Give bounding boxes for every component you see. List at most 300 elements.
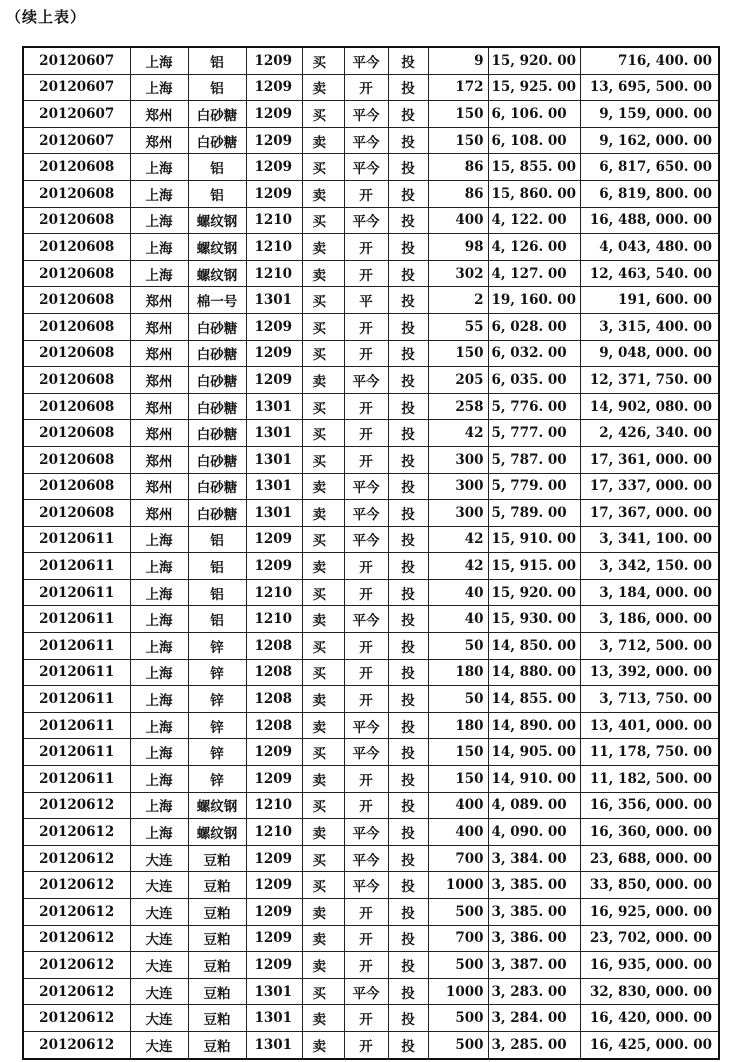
cell-price: 6, 106. 00 — [488, 101, 580, 128]
table-row — [23, 819, 719, 846]
cell-amount: 11, 178, 750. 00 — [580, 739, 719, 766]
cell-amount: 4, 043, 480. 00 — [580, 234, 719, 261]
table-row — [23, 952, 719, 979]
cell-product: 豆粕 — [188, 952, 246, 979]
cell-contract: 1301 — [246, 287, 302, 314]
cell-amount: 17, 337, 000. 00 — [580, 473, 719, 500]
cell-contract: 1301 — [246, 473, 302, 500]
cell-date: 20120611 — [23, 633, 130, 660]
cell-contract: 1209 — [246, 766, 302, 793]
cell-speculation: 投 — [388, 766, 428, 793]
cell-contract: 1209 — [246, 526, 302, 553]
cell-exchange: 上海 — [130, 712, 188, 739]
cell-contract: 1209 — [246, 845, 302, 872]
cell-price: 14, 850. 00 — [488, 633, 580, 660]
cell-speculation: 投 — [388, 845, 428, 872]
cell-exchange: 郑州 — [130, 313, 188, 340]
cell-open-close: 开 — [344, 180, 388, 207]
cell-direction: 买 — [302, 446, 344, 473]
cell-amount: 12, 463, 540. 00 — [580, 260, 719, 287]
cell-direction: 买 — [302, 207, 344, 234]
cell-product: 铝 — [188, 74, 246, 101]
cell-amount: 32, 830, 000. 00 — [580, 978, 719, 1005]
table-row — [23, 739, 719, 766]
cell-date: 20120612 — [23, 845, 130, 872]
cell-open-close: 开 — [344, 659, 388, 686]
cell-price: 15, 930. 00 — [488, 606, 580, 633]
cell-open-close: 平今 — [344, 127, 388, 154]
cell-quantity: 86 — [428, 180, 488, 207]
table-row — [23, 101, 719, 128]
cell-quantity: 86 — [428, 154, 488, 181]
cell-contract: 1210 — [246, 792, 302, 819]
cell-open-close: 平今 — [344, 872, 388, 899]
cell-product: 螺纹钢 — [188, 260, 246, 287]
cell-date: 20120607 — [23, 127, 130, 154]
cell-amount: 16, 925, 000. 00 — [580, 899, 719, 926]
cell-quantity: 302 — [428, 260, 488, 287]
cell-direction: 买 — [302, 792, 344, 819]
cell-price: 6, 035. 00 — [488, 367, 580, 394]
cell-direction: 卖 — [302, 234, 344, 261]
cell-exchange: 大连 — [130, 1005, 188, 1032]
cell-speculation: 投 — [388, 287, 428, 314]
cell-contract: 1209 — [246, 925, 302, 952]
cell-price: 14, 880. 00 — [488, 659, 580, 686]
cell-date: 20120611 — [23, 686, 130, 713]
cell-amount: 16, 420, 000. 00 — [580, 1005, 719, 1032]
cell-direction: 买 — [302, 633, 344, 660]
cell-contract: 1209 — [246, 739, 302, 766]
cell-direction: 买 — [302, 739, 344, 766]
cell-contract: 1301 — [246, 446, 302, 473]
cell-exchange: 郑州 — [130, 500, 188, 527]
cell-amount: 11, 182, 500. 00 — [580, 766, 719, 793]
cell-product: 豆粕 — [188, 1005, 246, 1032]
cell-exchange: 上海 — [130, 260, 188, 287]
cell-date: 20120608 — [23, 260, 130, 287]
cell-exchange: 大连 — [130, 899, 188, 926]
cell-product: 锌 — [188, 712, 246, 739]
cell-speculation: 投 — [388, 340, 428, 367]
cell-direction: 买 — [302, 340, 344, 367]
cell-contract: 1301 — [246, 420, 302, 447]
cell-amount: 3, 342, 150. 00 — [580, 553, 719, 580]
table-row — [23, 792, 719, 819]
cell-exchange: 上海 — [130, 74, 188, 101]
cell-contract: 1209 — [246, 367, 302, 394]
cell-speculation: 投 — [388, 739, 428, 766]
cell-product: 豆粕 — [188, 872, 246, 899]
table-row — [23, 1005, 719, 1032]
cell-exchange: 大连 — [130, 978, 188, 1005]
cell-open-close: 开 — [344, 420, 388, 447]
cell-direction: 买 — [302, 659, 344, 686]
cell-date: 20120612 — [23, 952, 130, 979]
cell-quantity: 500 — [428, 1005, 488, 1032]
cell-exchange: 郑州 — [130, 473, 188, 500]
cell-quantity: 50 — [428, 633, 488, 660]
cell-open-close: 平今 — [344, 367, 388, 394]
cell-date: 20120607 — [23, 47, 130, 74]
table-row — [23, 845, 719, 872]
cell-open-close: 平今 — [344, 154, 388, 181]
cell-direction: 买 — [302, 872, 344, 899]
cell-contract: 1210 — [246, 606, 302, 633]
cell-speculation: 投 — [388, 500, 428, 527]
cell-price: 3, 385. 00 — [488, 872, 580, 899]
cell-amount: 3, 341, 100. 00 — [580, 526, 719, 553]
cell-price: 15, 925. 00 — [488, 74, 580, 101]
table-row — [23, 659, 719, 686]
cell-quantity: 50 — [428, 686, 488, 713]
cell-speculation: 投 — [388, 420, 428, 447]
cell-product: 豆粕 — [188, 1031, 246, 1058]
cell-quantity: 500 — [428, 899, 488, 926]
cell-product: 豆粕 — [188, 899, 246, 926]
cell-date: 20120611 — [23, 712, 130, 739]
cell-speculation: 投 — [388, 180, 428, 207]
cell-price: 4, 127. 00 — [488, 260, 580, 287]
cell-amount: 6, 817, 650. 00 — [580, 154, 719, 181]
cell-amount: 9, 159, 000. 00 — [580, 101, 719, 128]
table-row — [23, 207, 719, 234]
cell-direction: 卖 — [302, 1005, 344, 1032]
cell-amount: 716, 400. 00 — [580, 47, 719, 74]
cell-price: 3, 385. 00 — [488, 899, 580, 926]
cell-quantity: 400 — [428, 207, 488, 234]
cell-amount: 23, 688, 000. 00 — [580, 845, 719, 872]
cell-date: 20120608 — [23, 393, 130, 420]
cell-date: 20120608 — [23, 367, 130, 394]
table-row — [23, 180, 719, 207]
cell-direction: 卖 — [302, 180, 344, 207]
cell-quantity: 205 — [428, 367, 488, 394]
cell-product: 白砂糖 — [188, 127, 246, 154]
cell-date: 20120611 — [23, 659, 130, 686]
cell-product: 白砂糖 — [188, 473, 246, 500]
cell-product: 铝 — [188, 553, 246, 580]
cell-open-close: 开 — [344, 686, 388, 713]
cell-speculation: 投 — [388, 925, 428, 952]
cell-exchange: 郑州 — [130, 101, 188, 128]
cell-exchange: 大连 — [130, 1031, 188, 1058]
table-row — [23, 127, 719, 154]
cell-speculation: 投 — [388, 712, 428, 739]
cell-date: 20120607 — [23, 101, 130, 128]
cell-date: 20120611 — [23, 579, 130, 606]
table-row — [23, 978, 719, 1005]
cell-amount: 6, 819, 800. 00 — [580, 180, 719, 207]
cell-product: 铝 — [188, 154, 246, 181]
cell-exchange: 上海 — [130, 154, 188, 181]
cell-price: 6, 028. 00 — [488, 313, 580, 340]
cell-price: 4, 126. 00 — [488, 234, 580, 261]
cell-direction: 买 — [302, 47, 344, 74]
cell-date: 20120608 — [23, 287, 130, 314]
cell-quantity: 500 — [428, 952, 488, 979]
cell-contract: 1208 — [246, 712, 302, 739]
cell-price: 4, 089. 00 — [488, 792, 580, 819]
cell-date: 20120608 — [23, 500, 130, 527]
table-row — [23, 313, 719, 340]
cell-open-close: 平今 — [344, 207, 388, 234]
table-row — [23, 420, 719, 447]
cell-exchange: 上海 — [130, 686, 188, 713]
cell-price: 14, 855. 00 — [488, 686, 580, 713]
cell-speculation: 投 — [388, 234, 428, 261]
cell-quantity: 42 — [428, 553, 488, 580]
cell-direction: 卖 — [302, 553, 344, 580]
cell-amount: 17, 361, 000. 00 — [580, 446, 719, 473]
cell-product: 铝 — [188, 606, 246, 633]
cell-exchange: 大连 — [130, 925, 188, 952]
cell-date: 20120608 — [23, 313, 130, 340]
cell-price: 19, 160. 00 — [488, 287, 580, 314]
cell-speculation: 投 — [388, 260, 428, 287]
cell-contract: 1209 — [246, 47, 302, 74]
cell-date: 20120612 — [23, 899, 130, 926]
cell-direction: 卖 — [302, 127, 344, 154]
cell-product: 锌 — [188, 659, 246, 686]
table-row — [23, 526, 719, 553]
cell-product: 白砂糖 — [188, 367, 246, 394]
cell-contract: 1208 — [246, 686, 302, 713]
cell-contract: 1209 — [246, 899, 302, 926]
cell-quantity: 150 — [428, 127, 488, 154]
cell-contract: 1209 — [246, 313, 302, 340]
cell-amount: 3, 712, 500. 00 — [580, 633, 719, 660]
table-row — [23, 367, 719, 394]
cell-exchange: 郑州 — [130, 420, 188, 447]
cell-speculation: 投 — [388, 101, 428, 128]
cell-speculation: 投 — [388, 579, 428, 606]
cell-quantity: 400 — [428, 792, 488, 819]
cell-price: 5, 777. 00 — [488, 420, 580, 447]
table-row — [23, 579, 719, 606]
cell-date: 20120612 — [23, 1005, 130, 1032]
cell-direction: 卖 — [302, 819, 344, 846]
cell-open-close: 平今 — [344, 47, 388, 74]
cell-speculation: 投 — [388, 393, 428, 420]
cell-amount: 3, 186, 000. 00 — [580, 606, 719, 633]
cell-quantity: 42 — [428, 420, 488, 447]
cell-product: 锌 — [188, 686, 246, 713]
cell-open-close: 平今 — [344, 101, 388, 128]
cell-exchange: 上海 — [130, 579, 188, 606]
cell-speculation: 投 — [388, 606, 428, 633]
table-row — [23, 74, 719, 101]
cell-speculation: 投 — [388, 872, 428, 899]
cell-open-close: 开 — [344, 1031, 388, 1058]
cell-open-close: 开 — [344, 340, 388, 367]
cell-product: 白砂糖 — [188, 313, 246, 340]
cell-open-close: 开 — [344, 633, 388, 660]
cell-contract: 1209 — [246, 101, 302, 128]
cell-price: 5, 789. 00 — [488, 500, 580, 527]
cell-open-close: 平 — [344, 287, 388, 314]
table-row — [23, 606, 719, 633]
cell-contract: 1209 — [246, 180, 302, 207]
cell-quantity: 1000 — [428, 872, 488, 899]
cell-amount: 17, 367, 000. 00 — [580, 500, 719, 527]
cell-price: 5, 787. 00 — [488, 446, 580, 473]
cell-contract: 1208 — [246, 659, 302, 686]
cell-price: 15, 920. 00 — [488, 579, 580, 606]
cell-price: 15, 915. 00 — [488, 553, 580, 580]
table-row — [23, 925, 719, 952]
cell-product: 豆粕 — [188, 845, 246, 872]
cell-quantity: 150 — [428, 766, 488, 793]
cell-contract: 1209 — [246, 127, 302, 154]
cell-speculation: 投 — [388, 313, 428, 340]
cell-quantity: 172 — [428, 74, 488, 101]
cell-open-close: 开 — [344, 766, 388, 793]
cell-open-close: 平今 — [344, 473, 388, 500]
cell-date: 20120612 — [23, 872, 130, 899]
table-caption: （续上表） — [6, 8, 87, 26]
cell-open-close: 平今 — [344, 526, 388, 553]
cell-direction: 卖 — [302, 473, 344, 500]
cell-date: 20120612 — [23, 925, 130, 952]
cell-date: 20120612 — [23, 978, 130, 1005]
cell-exchange: 上海 — [130, 606, 188, 633]
cell-amount: 13, 401, 000. 00 — [580, 712, 719, 739]
cell-open-close: 平今 — [344, 712, 388, 739]
cell-contract: 1210 — [246, 260, 302, 287]
cell-quantity: 40 — [428, 579, 488, 606]
cell-quantity: 42 — [428, 526, 488, 553]
table-row — [23, 686, 719, 713]
cell-direction: 卖 — [302, 260, 344, 287]
cell-product: 豆粕 — [188, 978, 246, 1005]
cell-exchange: 大连 — [130, 952, 188, 979]
cell-date: 20120612 — [23, 792, 130, 819]
cell-date: 20120608 — [23, 154, 130, 181]
cell-exchange: 大连 — [130, 872, 188, 899]
cell-open-close: 平今 — [344, 500, 388, 527]
table-row — [23, 340, 719, 367]
cell-exchange: 上海 — [130, 766, 188, 793]
cell-direction: 买 — [302, 287, 344, 314]
cell-direction: 卖 — [302, 686, 344, 713]
table-row — [23, 287, 719, 314]
cell-open-close: 开 — [344, 925, 388, 952]
cell-date: 20120611 — [23, 553, 130, 580]
cell-open-close: 开 — [344, 553, 388, 580]
cell-speculation: 投 — [388, 686, 428, 713]
cell-contract: 1209 — [246, 340, 302, 367]
cell-price: 15, 910. 00 — [488, 526, 580, 553]
cell-amount: 16, 425, 000. 00 — [580, 1031, 719, 1058]
cell-price: 3, 386. 00 — [488, 925, 580, 952]
cell-amount: 33, 850, 000. 00 — [580, 872, 719, 899]
cell-open-close: 开 — [344, 234, 388, 261]
cell-price: 15, 855. 00 — [488, 154, 580, 181]
cell-open-close: 平今 — [344, 978, 388, 1005]
cell-speculation: 投 — [388, 659, 428, 686]
cell-exchange: 大连 — [130, 845, 188, 872]
cell-product: 螺纹钢 — [188, 207, 246, 234]
cell-date: 20120608 — [23, 473, 130, 500]
cell-amount: 9, 162, 000. 00 — [580, 127, 719, 154]
cell-amount: 16, 488, 000. 00 — [580, 207, 719, 234]
cell-date: 20120611 — [23, 526, 130, 553]
cell-open-close: 开 — [344, 952, 388, 979]
cell-contract: 1209 — [246, 872, 302, 899]
cell-speculation: 投 — [388, 154, 428, 181]
cell-exchange: 上海 — [130, 792, 188, 819]
cell-date: 20120611 — [23, 606, 130, 633]
table-row — [23, 47, 719, 74]
cell-speculation: 投 — [388, 473, 428, 500]
cell-speculation: 投 — [388, 819, 428, 846]
cell-exchange: 上海 — [130, 526, 188, 553]
cell-price: 5, 779. 00 — [488, 473, 580, 500]
cell-quantity: 700 — [428, 925, 488, 952]
cell-speculation: 投 — [388, 1031, 428, 1058]
cell-exchange: 郑州 — [130, 446, 188, 473]
cell-quantity: 300 — [428, 473, 488, 500]
table-row — [23, 553, 719, 580]
cell-price: 3, 283. 00 — [488, 978, 580, 1005]
table-row — [23, 260, 719, 287]
cell-product: 白砂糖 — [188, 420, 246, 447]
cell-quantity: 9 — [428, 47, 488, 74]
cell-speculation: 投 — [388, 74, 428, 101]
cell-contract: 1210 — [246, 207, 302, 234]
cell-amount: 2, 426, 340. 00 — [580, 420, 719, 447]
cell-direction: 卖 — [302, 712, 344, 739]
cell-quantity: 150 — [428, 739, 488, 766]
cell-date: 20120608 — [23, 207, 130, 234]
cell-exchange: 上海 — [130, 47, 188, 74]
cell-speculation: 投 — [388, 367, 428, 394]
cell-contract: 1209 — [246, 553, 302, 580]
table-row — [23, 1031, 719, 1058]
table-row — [23, 154, 719, 181]
cell-open-close: 开 — [344, 1005, 388, 1032]
cell-contract: 1301 — [246, 1005, 302, 1032]
cell-speculation: 投 — [388, 207, 428, 234]
cell-amount: 23, 702, 000. 00 — [580, 925, 719, 952]
cell-amount: 191, 600. 00 — [580, 287, 719, 314]
cell-product: 豆粕 — [188, 925, 246, 952]
cell-price: 4, 122. 00 — [488, 207, 580, 234]
cell-speculation: 投 — [388, 952, 428, 979]
cell-product: 锌 — [188, 739, 246, 766]
cell-quantity: 300 — [428, 446, 488, 473]
cell-contract: 1209 — [246, 952, 302, 979]
cell-direction: 买 — [302, 313, 344, 340]
cell-product: 铝 — [188, 526, 246, 553]
cell-quantity: 400 — [428, 819, 488, 846]
trade-table — [22, 46, 720, 1060]
cell-quantity: 1000 — [428, 978, 488, 1005]
cell-contract: 1301 — [246, 500, 302, 527]
cell-amount: 3, 713, 750. 00 — [580, 686, 719, 713]
cell-exchange: 上海 — [130, 819, 188, 846]
cell-open-close: 开 — [344, 792, 388, 819]
cell-date: 20120608 — [23, 234, 130, 261]
cell-exchange: 上海 — [130, 207, 188, 234]
cell-open-close: 平今 — [344, 606, 388, 633]
cell-speculation: 投 — [388, 978, 428, 1005]
cell-price: 14, 890. 00 — [488, 712, 580, 739]
cell-price: 6, 032. 00 — [488, 340, 580, 367]
cell-speculation: 投 — [388, 526, 428, 553]
cell-price: 3, 387. 00 — [488, 952, 580, 979]
